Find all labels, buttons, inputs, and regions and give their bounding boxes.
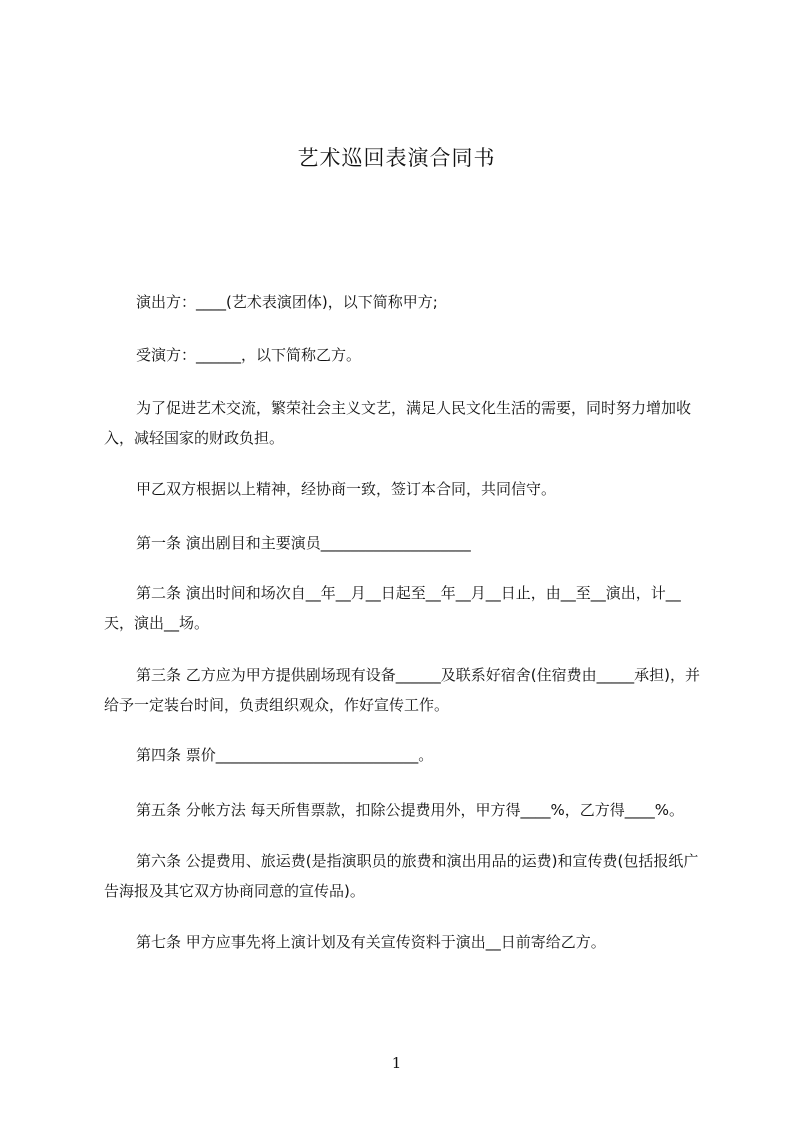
agreement-statement: 甲乙双方根据以上精神，经协商一致，签订本合同，共同信守。	[136, 480, 557, 498]
party-a-line: 演出方：____(艺术表演团体)，以下简称甲方;	[136, 293, 438, 311]
article-3: 第三条 乙方应为甲方提供剧场现有设备______及联系好宿舍(住宿费由_____承担)，并给予一定装台时间，负责组织观众，作好宣传工作。	[104, 666, 700, 714]
article-7: 第七条 甲方应事先将上演计划及有关宣传资料于演出__日前寄给乙方。	[136, 933, 606, 951]
article-6: 第六条 公提费用、旅运费(是指演职员的旅费和演出用品的运费)和宣传费(包括报纸广告海报及其它双方协商同意的宣传品)。	[104, 852, 699, 900]
article-4: 第四条 票价___________________________。	[136, 746, 434, 764]
article-1: 第一条 演出剧目和主要演员____________________	[136, 534, 471, 552]
document-title: 艺术巡回表演合同书	[297, 146, 496, 170]
article-2: 第二条 演出时间和场次自__年__月__日起至__年__月__日止，由__至__演出，计__天，演出__场。	[104, 584, 681, 632]
article-5: 第五条 分帐方法 每天所售票款，扣除公提费用外，甲方得____%，乙方得____%。	[136, 801, 685, 819]
page-number: 1	[391, 1054, 402, 1072]
preamble-paragraph: 为了促进艺术交流，繁荣社会主义文艺，满足人民文化生活的需要，同时努力增加收入，减轻国家的财政负担。	[104, 399, 692, 447]
party-b-line: 受演方：______，以下简称乙方。	[136, 346, 362, 364]
